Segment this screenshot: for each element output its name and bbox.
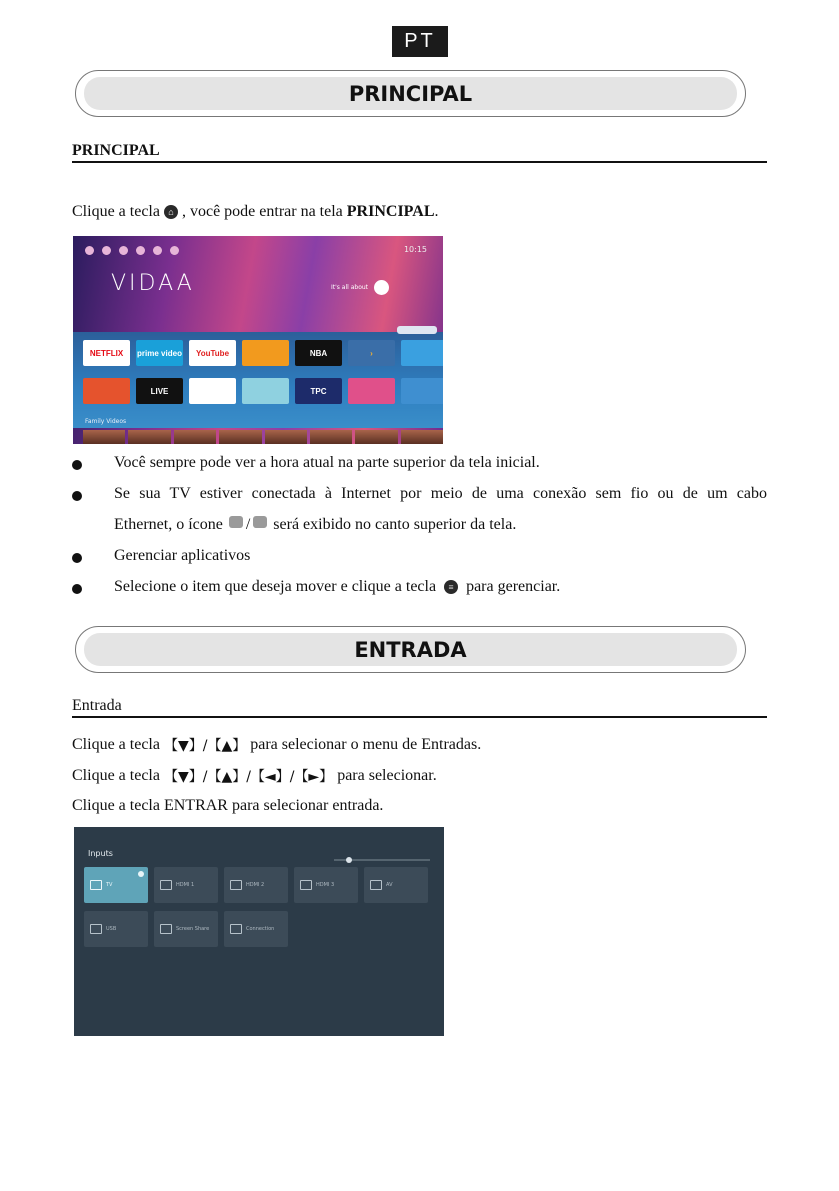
section-banner-principal bbox=[75, 70, 746, 117]
intro-text-before: Clique a tecla bbox=[72, 203, 160, 220]
section-banner-entrada bbox=[75, 626, 746, 673]
intro-end: . bbox=[434, 203, 439, 220]
family-videos-label: Family Videos bbox=[85, 418, 127, 425]
intro-paragraph bbox=[72, 203, 438, 221]
network-icons: / bbox=[229, 516, 267, 534]
banner-title: ENTRADA bbox=[84, 633, 737, 666]
bullet-continuation bbox=[114, 516, 516, 534]
input-source-label: TV bbox=[106, 882, 113, 888]
line1-after: para selecionar o menu de Entradas. bbox=[250, 736, 482, 753]
home-screen-screenshot bbox=[73, 236, 443, 444]
bullet-text-after: para gerenciar. bbox=[466, 578, 561, 595]
app-tile: NETFLIX bbox=[83, 340, 130, 366]
input-source-icon bbox=[90, 880, 102, 890]
instruction-line-1 bbox=[72, 735, 481, 755]
line2-before: Clique a tecla bbox=[72, 767, 160, 784]
input-source-icon bbox=[230, 880, 242, 890]
input-source-label: AV bbox=[386, 882, 393, 888]
input-source-icon bbox=[160, 924, 172, 934]
input-source-label: HDMI 2 bbox=[246, 882, 265, 888]
bullet-text: Gerenciar aplicativos bbox=[114, 547, 251, 564]
line2-after: para selecionar. bbox=[337, 767, 437, 784]
bullet-dot-icon bbox=[72, 491, 82, 501]
input-source-label: Connection bbox=[246, 926, 275, 932]
intro-bold: PRINCIPAL bbox=[346, 203, 435, 220]
language-tag: PT bbox=[392, 26, 448, 57]
inputs-row-1 bbox=[84, 867, 428, 903]
app-tile bbox=[242, 340, 289, 366]
input-source-tile bbox=[154, 867, 218, 903]
home-key-icon: ⌂ bbox=[164, 205, 178, 219]
section-heading-entrada: Entrada bbox=[72, 697, 767, 718]
input-source-tile bbox=[364, 867, 428, 903]
input-source-tile bbox=[154, 911, 218, 947]
bullet-text-wrap bbox=[114, 578, 767, 596]
intro-text-after: , você pode entrar na tela bbox=[181, 203, 343, 220]
ethernet-icon bbox=[253, 516, 267, 528]
instruction-line-2 bbox=[72, 766, 437, 786]
banner-title: PRINCIPAL bbox=[84, 77, 737, 110]
bullet-text: Selecione o item que deseja mover e clique a tecla bbox=[114, 578, 437, 595]
bullet-dot-icon bbox=[72, 584, 82, 594]
app-tile bbox=[348, 378, 395, 404]
app-row-2 bbox=[83, 378, 443, 404]
play-icon bbox=[374, 280, 389, 295]
app-tile: prime video bbox=[136, 340, 183, 366]
vidaa-logo: VIDAA bbox=[111, 271, 195, 296]
input-source-label: HDMI 1 bbox=[176, 882, 195, 888]
inputs-row-2 bbox=[84, 911, 428, 947]
input-source-tile bbox=[224, 911, 288, 947]
app-tile: NBA bbox=[295, 340, 342, 366]
input-source-icon bbox=[160, 880, 172, 890]
input-source-label: HDMI 3 bbox=[316, 882, 335, 888]
input-source-tile bbox=[224, 867, 288, 903]
video-thumbnails bbox=[83, 430, 443, 444]
input-menu-screenshot bbox=[74, 827, 444, 1036]
slider-knob bbox=[346, 857, 352, 863]
bullet-dot-icon bbox=[72, 553, 82, 563]
input-source-label: USB bbox=[106, 926, 117, 932]
app-tile bbox=[401, 378, 443, 404]
inputs-slider bbox=[334, 859, 430, 861]
app-row-1 bbox=[83, 340, 443, 366]
nav-keys-up-down: 【▼】/【▲】 bbox=[163, 738, 247, 754]
bullet-text: Você sempre pode ver a hora atual na parte superior da tela inicial. bbox=[114, 454, 540, 471]
inputs-grid bbox=[84, 867, 428, 955]
selected-indicator bbox=[138, 871, 144, 877]
app-tile bbox=[242, 378, 289, 404]
inputs-title: Inputs bbox=[88, 849, 113, 858]
nav-keys-all: 【▼】/【▲】/【◄】/【►】 bbox=[163, 769, 334, 785]
app-tile: LIVE bbox=[136, 378, 183, 404]
input-source-icon bbox=[230, 924, 242, 934]
input-source-icon bbox=[300, 880, 312, 890]
continuation-before: Ethernet, o ícone bbox=[114, 516, 223, 533]
bullet-text: Se sua TV estiver conectada à Internet por meio de uma conexão sem fio ou de um cabo bbox=[114, 485, 767, 502]
continuation-after: será exibido no canto superior da tela. bbox=[273, 516, 517, 533]
line1-before: Clique a tecla bbox=[72, 736, 160, 753]
app-tile bbox=[189, 378, 236, 404]
input-source-icon bbox=[90, 924, 102, 934]
input-source-tile bbox=[84, 911, 148, 947]
app-tile bbox=[83, 378, 130, 404]
app-tile: › bbox=[348, 340, 395, 366]
bullet-dot-icon bbox=[72, 460, 82, 470]
menu-key-icon: ≡ bbox=[444, 580, 458, 594]
app-tile: YouTube bbox=[189, 340, 236, 366]
home-time: 10:15 bbox=[403, 245, 427, 254]
app-tile: TPC bbox=[295, 378, 342, 404]
section-heading-principal: PRINCIPAL bbox=[72, 142, 767, 163]
instruction-line-3: Clique a tecla ENTRAR para selecionar entrada. bbox=[72, 797, 384, 814]
band-tag bbox=[397, 326, 437, 334]
app-tile bbox=[401, 340, 443, 366]
home-nav-dots bbox=[85, 246, 179, 255]
input-source-label: Screen Share bbox=[176, 926, 210, 932]
wifi-icon bbox=[229, 516, 243, 528]
promo-text: It's all about bbox=[331, 280, 389, 295]
input-source-tile bbox=[84, 867, 148, 903]
input-source-tile bbox=[294, 867, 358, 903]
input-source-icon bbox=[370, 880, 382, 890]
